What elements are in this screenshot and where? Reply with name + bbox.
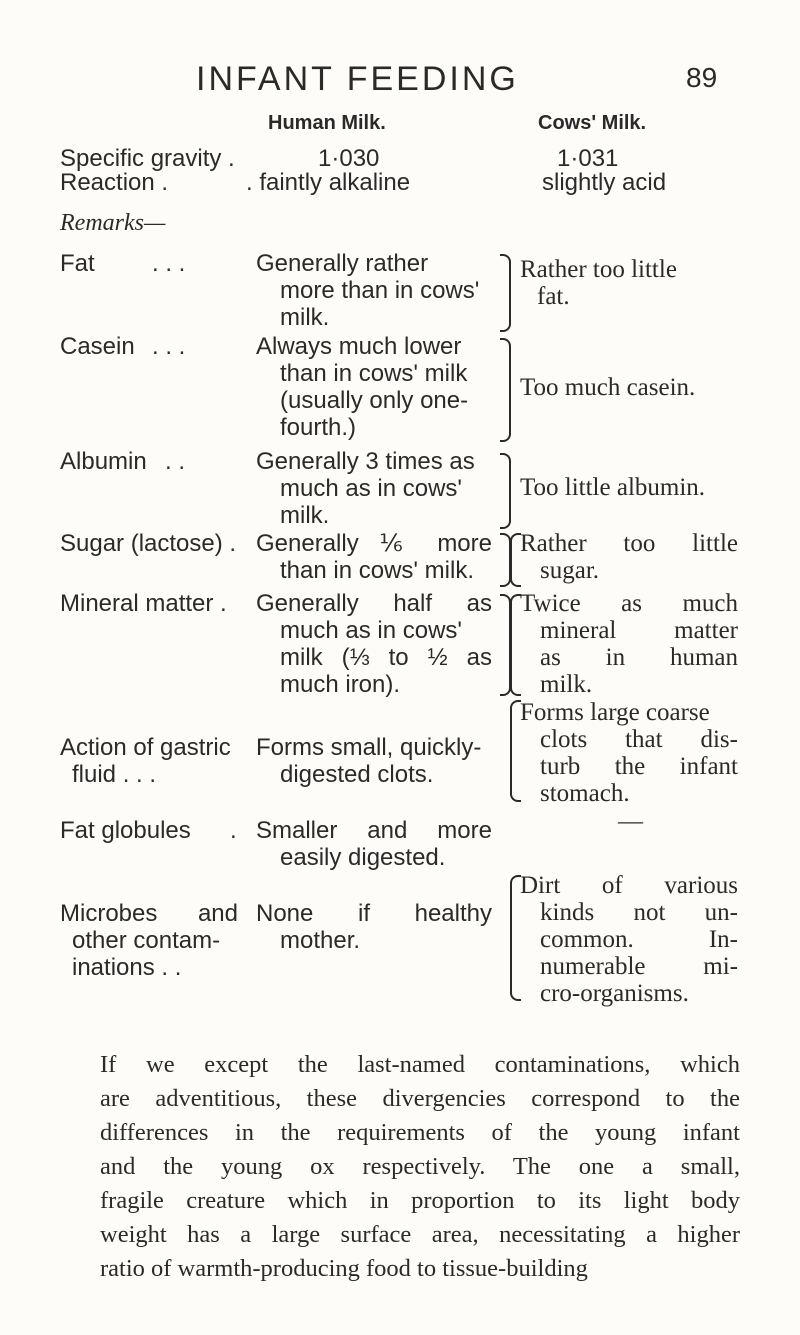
albumin-cows-line-1: Too little albumin.	[520, 474, 706, 501]
mineral-human-line-1: Generally half as	[256, 590, 492, 617]
globules-human-line-2: easily digested.	[280, 844, 446, 871]
fat-cows-line-1: Rather too little	[520, 256, 677, 283]
microbes-cows-line-1: Dirt of various	[520, 872, 738, 899]
microbes-human-line-2: mother.	[280, 927, 361, 954]
label-specific-gravity: Specific gravity .	[60, 145, 235, 172]
casein-cows-line-1: Too much casein.	[520, 374, 696, 401]
albumin-human-line-3: milk.	[280, 502, 330, 529]
label-reaction: Reaction .	[60, 169, 169, 196]
mineral-human-line-4: much iron).	[280, 671, 401, 698]
gastric-cows-line-4: stomach.	[540, 780, 630, 807]
casein-human-line-1: Always much lower	[256, 333, 462, 360]
microbes-cows-line-5: cro-organisms.	[540, 980, 689, 1007]
sugar-human-line-1: Generally ⅙ more	[256, 530, 492, 557]
label-casein: Casein	[60, 333, 135, 360]
sugar-cows-line-1: Rather too little	[520, 530, 738, 557]
gastric-cows-line-1: Forms large coarse	[520, 699, 710, 726]
label-sugar: Sugar (lactose) .	[60, 530, 237, 557]
fat-human-line-3: milk.	[280, 304, 330, 331]
gastric-human-line-2: digested clots.	[280, 761, 434, 788]
microbes-cows-line-4: numerable mi-	[540, 953, 738, 980]
casein-human-line-3: (usually only one-	[280, 387, 469, 414]
label-fat-globules-dots: .	[230, 817, 237, 844]
label-microbes-line-1: Microbes and	[60, 900, 238, 927]
label-gastric-line-1: Action of gastric	[60, 734, 231, 761]
paragraph-line: differences in the requirements of the young infant	[100, 1119, 740, 1146]
mineral-cows-line-1: Twice as much	[520, 590, 738, 617]
casein-human-line-4: fourth.)	[280, 414, 357, 441]
microbes-cows-line-3: common. In-	[540, 926, 738, 953]
gastric-cows-line-3: turb the infant	[540, 753, 738, 780]
page-number: 89	[686, 62, 718, 93]
remarks-heading: Remarks—	[60, 210, 166, 236]
column-heading-cows: Cows' Milk.	[538, 112, 647, 134]
value-human-specific-gravity: 1·030	[318, 145, 380, 172]
albumin-human-line-1: Generally 3 times as	[256, 448, 475, 475]
label-microbes-line-2: other contam-	[72, 927, 221, 954]
paragraph-line: fragile creature which in proportion to its light body	[100, 1187, 740, 1214]
label-mineral: Mineral matter .	[60, 590, 227, 617]
microbes-cows-line-2: kinds not un-	[540, 899, 738, 926]
label-fat-globules: Fat globules	[60, 817, 191, 844]
fat-human-line-2: more than in cows'	[280, 277, 480, 304]
value-cows-reaction: slightly acid	[542, 169, 667, 196]
globules-human-line-1: Smaller and more	[256, 817, 492, 844]
brace-casein	[500, 338, 511, 442]
brace-albumin	[500, 453, 511, 529]
casein-human-line-2: than in cows' milk	[280, 360, 468, 387]
value-cows-specific-gravity: 1·031	[557, 145, 619, 172]
body-paragraph	[100, 1048, 740, 1286]
mineral-cows-line-4: milk.	[540, 671, 593, 698]
sugar-human-line-2: than in cows' milk.	[280, 557, 474, 584]
paragraph-line: are adventitious, these divergencies correspond to the	[100, 1085, 740, 1112]
label-fat: Fat	[60, 250, 95, 277]
paragraph-line: and the young ox respectively. The one a small,	[100, 1153, 740, 1180]
paragraph-line: If we except the last-named contaminations, which	[100, 1051, 740, 1078]
mineral-cows-line-3: as in human	[540, 644, 738, 671]
gastric-human-line-1: Forms small, quickly-	[256, 734, 482, 761]
microbes-human-line-1: None if healthy	[256, 900, 492, 927]
column-heading-human: Human Milk.	[268, 112, 386, 134]
fat-human-line-1: Generally rather	[256, 250, 429, 277]
label-casein-dots: . . .	[152, 333, 186, 360]
value-human-reaction: . faintly alkaline	[246, 169, 411, 196]
paragraph-line: ratio of warmth-producing food to tissue-building	[100, 1255, 588, 1282]
albumin-human-line-2: much as in cows'	[280, 475, 462, 502]
mineral-cows-line-2: mineral matter	[540, 617, 738, 644]
brace-fat	[500, 254, 511, 332]
label-gastric-line-2: fluid . . .	[72, 761, 157, 788]
running-head-title: INFANT FEEDING	[196, 60, 519, 98]
paragraph-line: weight has a large surface area, necessitating a higher	[100, 1221, 740, 1248]
mineral-human-line-3: milk (⅓ to ½ as	[280, 644, 492, 671]
label-fat-dots: . . .	[152, 250, 186, 277]
sugar-cows-line-2: sugar.	[540, 557, 600, 584]
label-albumin: Albumin	[60, 448, 147, 475]
label-microbes-line-3: inations . .	[72, 954, 182, 981]
fat-cows-line-2: fat.	[537, 283, 570, 310]
mineral-human-line-2: much as in cows'	[280, 617, 462, 644]
globules-cows-dash: —	[618, 808, 643, 835]
label-albumin-dots: . .	[165, 448, 186, 475]
gastric-cows-line-2: clots that dis-	[540, 726, 738, 753]
